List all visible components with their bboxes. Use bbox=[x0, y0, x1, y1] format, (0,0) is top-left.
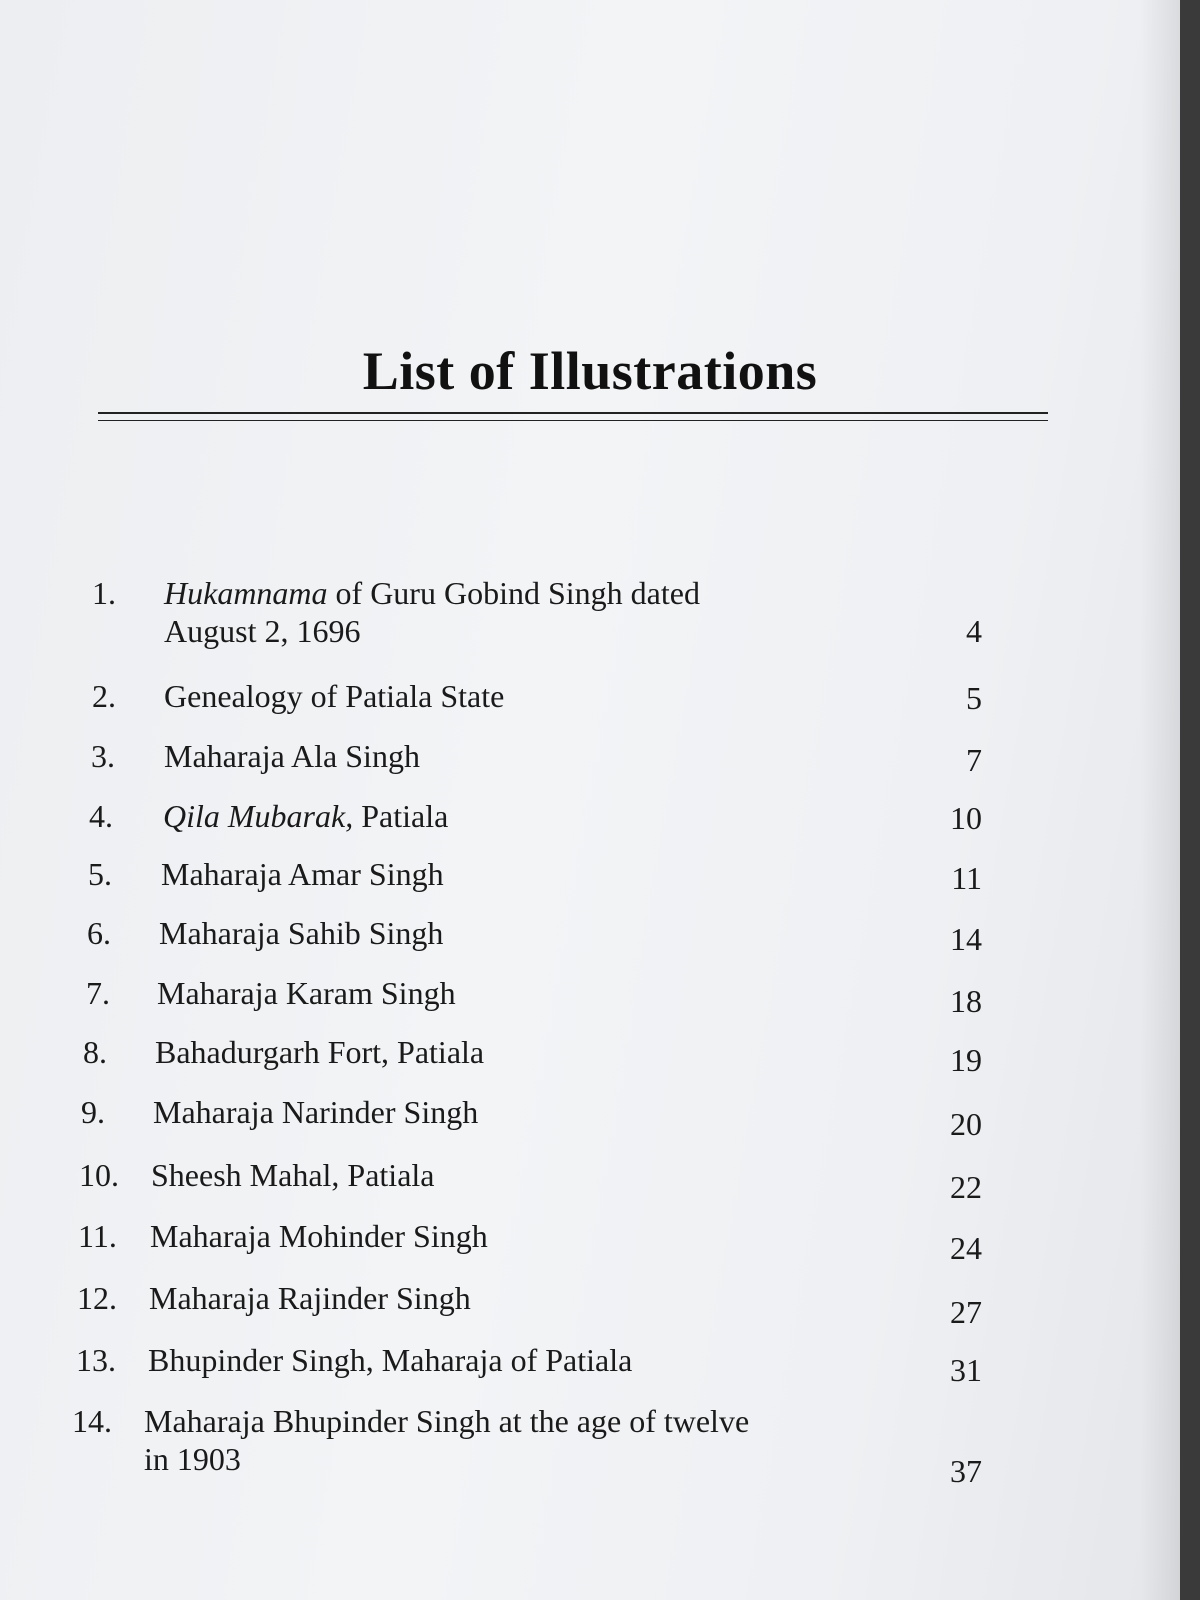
illustration-entry bbox=[89, 797, 982, 837]
entry-title: Genealogy of Patiala State bbox=[164, 678, 505, 714]
page-title: List of Illustrations bbox=[362, 341, 818, 401]
entry-number: 13. bbox=[76, 1342, 116, 1378]
entry-page-number: 24 bbox=[950, 1230, 982, 1266]
entry-title: Maharaja Mohinder Singh bbox=[150, 1218, 488, 1254]
entry-title: Maharaja Amar Singh bbox=[161, 856, 444, 892]
entry-title: Bahadurgarh Fort, Patiala bbox=[155, 1034, 485, 1070]
illustration-entry bbox=[86, 974, 982, 1018]
entry-number: 11. bbox=[78, 1218, 117, 1254]
entry-title: Maharaja Narinder Singh bbox=[153, 1094, 479, 1130]
entry-number: 5. bbox=[88, 856, 112, 892]
entry-title: Bhupinder Singh, Maharaja of Patiala bbox=[148, 1342, 633, 1378]
entry-page-number: 19 bbox=[950, 1042, 982, 1078]
entry-page-number: 22 bbox=[950, 1169, 982, 1205]
illustration-entry bbox=[88, 855, 982, 895]
illustration-entry bbox=[76, 1341, 982, 1388]
illustration-entry bbox=[87, 914, 982, 957]
entry-number: 6. bbox=[87, 915, 111, 951]
entry-page-number: 10 bbox=[950, 800, 982, 836]
entry-page-number: 27 bbox=[950, 1294, 982, 1330]
entry-page-number: 5 bbox=[966, 680, 982, 716]
entry-number: 7. bbox=[86, 975, 110, 1011]
entry-title-text: Maharaja Bhupinder Singh at the age of twelve bbox=[144, 1403, 750, 1439]
entry-title-italic: Hukamnama bbox=[164, 575, 328, 611]
entry-title-line2: in 1903 bbox=[144, 1441, 241, 1477]
entry-number: 9. bbox=[81, 1094, 105, 1130]
entry-number: 14. bbox=[72, 1403, 112, 1439]
entry-title-italic: Qila Mubarak, bbox=[163, 798, 354, 834]
entry-title bbox=[164, 574, 700, 650]
entry-title: Maharaja Karam Singh bbox=[157, 975, 456, 1011]
entry-title bbox=[163, 797, 448, 835]
entry-page-number: 18 bbox=[950, 983, 982, 1019]
entry-number: 1. bbox=[92, 575, 116, 611]
title-rule-bottom bbox=[98, 420, 1048, 421]
entry-number: 4. bbox=[89, 798, 113, 834]
illustration-entry bbox=[77, 1279, 982, 1330]
entry-page-number: 20 bbox=[950, 1106, 982, 1142]
page-edge-shadow bbox=[1140, 0, 1180, 1600]
illustration-entry bbox=[81, 1093, 982, 1142]
entry-title: Maharaja Ala Singh bbox=[164, 738, 420, 774]
entry-number: 3. bbox=[91, 738, 115, 774]
entry-title: Maharaja Sahib Singh bbox=[159, 915, 444, 951]
entry-page-number: 14 bbox=[950, 921, 982, 957]
entry-title: Maharaja Rajinder Singh bbox=[149, 1280, 471, 1316]
entry-title-rest: of Guru Gobind Singh dated bbox=[327, 575, 700, 611]
entry-number: 8. bbox=[83, 1034, 107, 1070]
illustration-entry bbox=[91, 737, 982, 777]
entry-number: 12. bbox=[77, 1280, 117, 1316]
entry-title bbox=[144, 1402, 749, 1478]
illustration-entry bbox=[83, 1033, 982, 1077]
entry-number: 2. bbox=[92, 678, 116, 714]
entry-title-rest: Patiala bbox=[353, 798, 449, 834]
entry-title-line2: August 2, 1696 bbox=[164, 613, 361, 649]
illustration-entry bbox=[72, 1402, 982, 1492]
title-rule-top bbox=[98, 412, 1048, 414]
illustration-entry bbox=[79, 1156, 982, 1205]
entry-page-number: 11 bbox=[951, 860, 982, 896]
entry-number: 10. bbox=[79, 1157, 119, 1193]
entry-page-number: 4 bbox=[966, 613, 982, 649]
entry-page-number: 37 bbox=[950, 1453, 982, 1489]
entry-title: Sheesh Mahal, Patiala bbox=[151, 1157, 435, 1193]
entry-page-number: 31 bbox=[950, 1352, 982, 1388]
entry-page-number: 7 bbox=[966, 742, 982, 778]
illustration-entry bbox=[92, 574, 982, 654]
illustration-entry bbox=[78, 1217, 982, 1266]
illustration-entry bbox=[92, 677, 982, 717]
